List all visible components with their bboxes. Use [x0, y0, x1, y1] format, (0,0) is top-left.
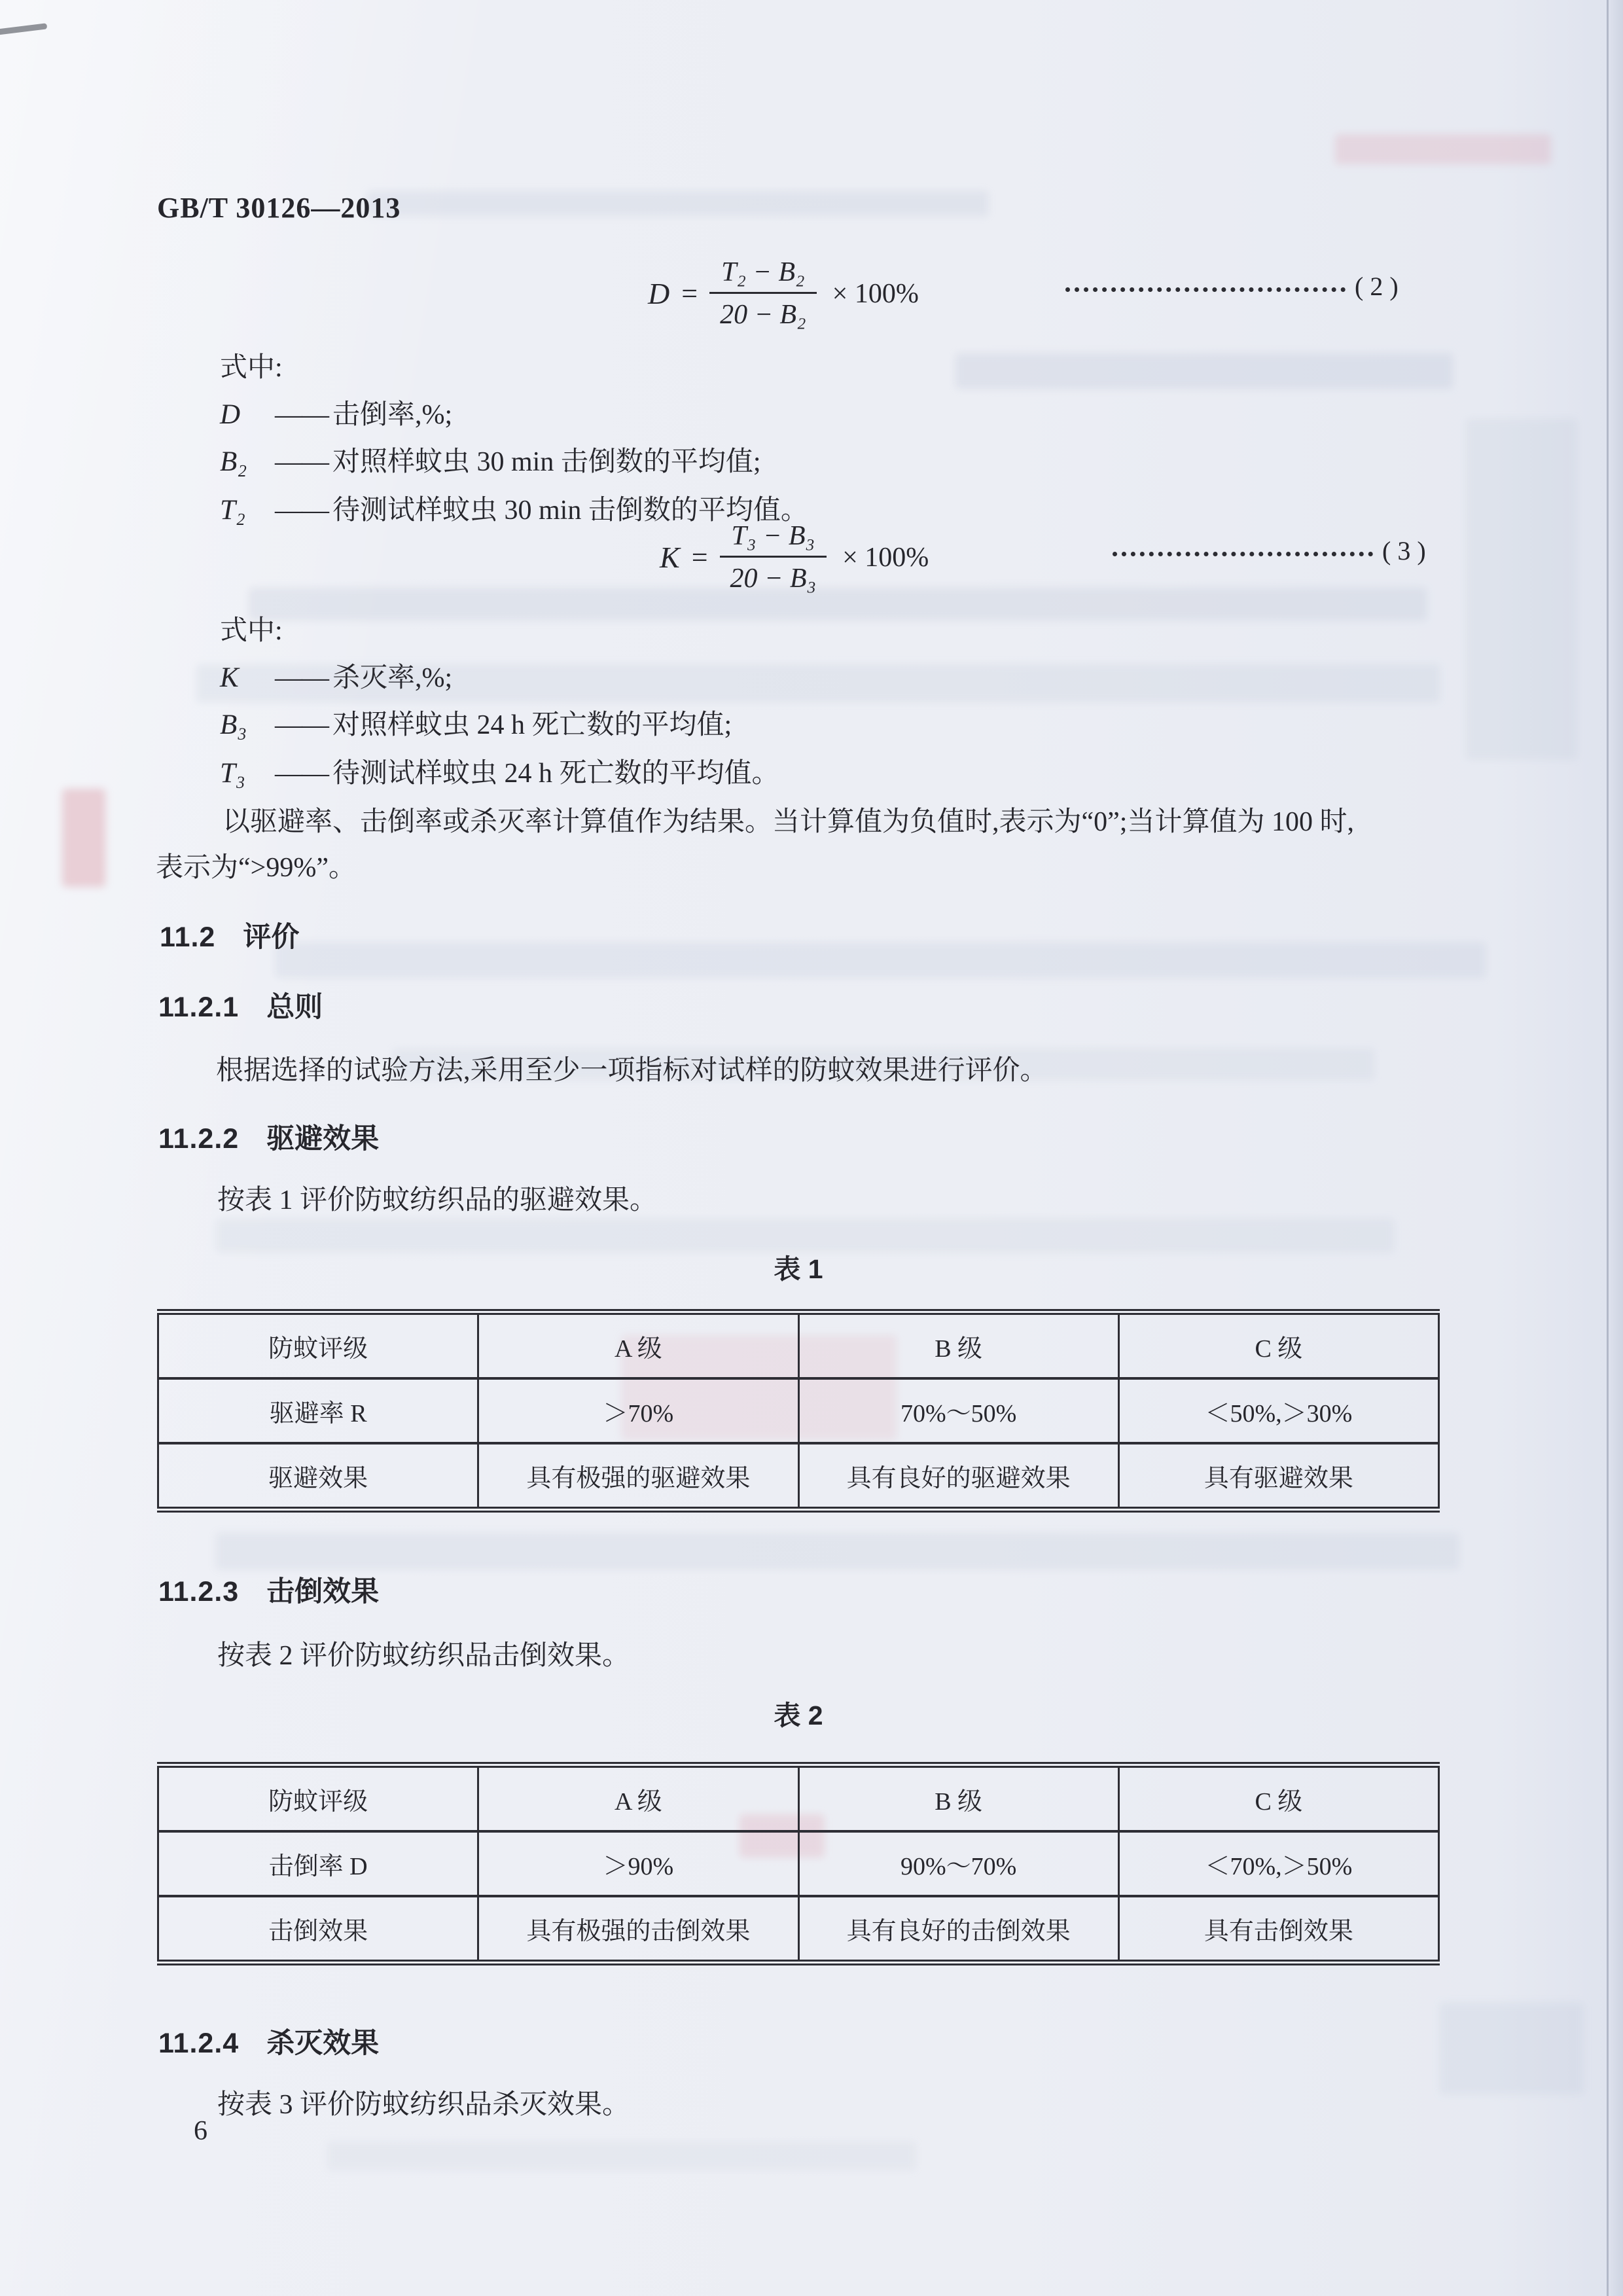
bleedthrough-artifact [1335, 134, 1551, 164]
formula-3-number: ( 3 ) [1382, 536, 1426, 565]
table-cell: 具有驱避效果 [1118, 1443, 1438, 1510]
standard-number-header: GB/T 30126—2013 [157, 192, 401, 224]
formula-3-multiplier: × 100% [842, 542, 929, 573]
bleedthrough-artifact [216, 1533, 1459, 1570]
section-body-11-2-2: 按表 1 评价防蚊纺织品的驱避效果。 [217, 1185, 658, 1215]
table-cell: 击倒效果 [268, 1918, 368, 1945]
section-number: 11.2.1 [158, 992, 240, 1023]
where-description: 待测试样蚊虫 30 min 击倒数的平均值。 [332, 495, 808, 526]
section-heading-11-2 [160, 915, 299, 955]
table-cell: 具有击倒效果 [1118, 1896, 1438, 1963]
bleedthrough-artifact [955, 353, 1453, 389]
result-note-line-2: 表示为“>99%”。 [156, 853, 356, 883]
formula-2-equals: = [681, 278, 698, 310]
where-symbol: B₂ [220, 446, 247, 477]
where-item [220, 703, 732, 742]
where-dash: —— [275, 759, 329, 789]
table-cell: C 级 [1118, 1312, 1438, 1379]
formula-2-number: ( 2 ) [1355, 272, 1399, 301]
bleedthrough-artifact [1466, 419, 1577, 759]
table-1 [157, 1309, 1440, 1513]
where-description: 击倒率,%; [332, 400, 453, 430]
table-cell: ＞90% [478, 1831, 798, 1896]
table-cell: ＜50%,＞30% [1118, 1378, 1438, 1443]
bleedthrough-artifact [62, 789, 105, 887]
formula-2-lhs: D [648, 277, 670, 311]
table-cell: 70%～50% [798, 1378, 1118, 1443]
section-body-11-2-4: 按表 3 评价防蚊纺织品杀灭效果。 [217, 2090, 630, 2120]
where-description: 对照样蚊虫 24 h 死亡数的平均值; [332, 710, 732, 740]
section-heading-11-2-4 [158, 2021, 379, 2061]
bleedthrough-artifact [366, 191, 988, 216]
table-row [158, 1443, 1439, 1510]
table-cell: 驱避率 R [158, 1378, 478, 1443]
table-cell: 90%～70% [798, 1831, 1118, 1896]
section-body-11-2-3: 按表 2 评价防蚊纺织品击倒效果。 [217, 1641, 630, 1671]
section-heading-11-2-1 [158, 985, 323, 1025]
table-row [158, 1378, 1439, 1443]
formula-3-lhs: K [660, 541, 680, 575]
table-cell: ＞70% [478, 1378, 798, 1443]
formula-3-denominator: 20 − B₃ [720, 556, 827, 594]
table-2-caption: 表 2 [774, 1700, 823, 1731]
where-dash: —— [275, 400, 329, 430]
result-note-line-1: 以驱避率、击倒率或杀灭率计算值作为结果。当计算值为负值时,表示为“0”;当计算值为 100 时, [223, 807, 1354, 837]
where-item [220, 393, 452, 432]
formula-2-fraction [709, 257, 817, 331]
dotted-leader [1113, 552, 1373, 556]
where-dash: —— [275, 710, 329, 740]
table-cell: 防蚊评级 [158, 1312, 478, 1379]
bleedthrough-artifact [1440, 2003, 1584, 2094]
table-2 [157, 1762, 1440, 1965]
where-symbol: B₃ [220, 709, 247, 740]
section-number: 11.2.3 [158, 1576, 240, 1607]
section-number: 11.2.2 [158, 1123, 240, 1155]
formula-3 [660, 520, 929, 595]
section-number: 11.2 [160, 922, 216, 953]
where-lead-1: 式中: [220, 353, 283, 383]
scan-corner-mark [0, 23, 47, 35]
formula-3-equals: = [691, 541, 708, 574]
page-edge-line [1607, 0, 1609, 2296]
formula-2-numerator: T₂ − B₂ [721, 257, 805, 287]
table-cell: B 级 [798, 1312, 1118, 1379]
table-cell: C 级 [1118, 1765, 1438, 1832]
table-cell: B 级 [798, 1765, 1118, 1832]
formula-3-fraction [720, 520, 827, 595]
bleedthrough-artifact [275, 942, 1486, 978]
table-cell: ＜70%,＞50% [1118, 1831, 1438, 1896]
where-description: 对照样蚊虫 30 min 击倒数的平均值; [332, 447, 761, 477]
bleedthrough-artifact [327, 2142, 916, 2170]
section-title: 评价 [243, 922, 300, 953]
section-body-11-2-1: 根据选择的试验方法,采用至少一项指标对试样的防蚊效果进行评价。 [216, 1056, 1048, 1086]
where-dash: —— [275, 447, 329, 477]
table-cell: 具有极强的击倒效果 [478, 1896, 798, 1963]
where-description: 待测试样蚊虫 24 h 死亡数的平均值。 [332, 759, 779, 789]
where-item [220, 751, 779, 791]
where-symbol: K [220, 662, 239, 693]
table-cell: 防蚊评级 [158, 1765, 478, 1832]
formula-2-denominator: 20 − B₂ [709, 292, 817, 331]
table-cell: 具有良好的击倒效果 [798, 1896, 1118, 1963]
page-number: 6 [194, 2116, 207, 2146]
section-number: 11.2.4 [158, 2028, 240, 2059]
where-symbol: T₃ [220, 758, 245, 789]
table-cell: 具有良好的驱避效果 [798, 1443, 1118, 1510]
section-title: 驱避效果 [266, 1123, 380, 1155]
table-cell: A 级 [478, 1312, 798, 1379]
where-item [220, 440, 761, 479]
where-dash: —— [275, 663, 329, 693]
section-title: 杀灭效果 [266, 2028, 380, 2059]
section-heading-11-2-3 [158, 1570, 379, 1609]
where-dash: —— [275, 495, 329, 526]
table-row [158, 1896, 1439, 1963]
formula-3-leader-row [1113, 538, 1426, 565]
table-row [158, 1831, 1439, 1896]
table-row [158, 1765, 1439, 1832]
where-symbol: D [220, 399, 241, 430]
formula-2-leader-row [1065, 274, 1399, 301]
table-cell: 驱避效果 [268, 1465, 368, 1492]
table-cell: A 级 [478, 1765, 798, 1832]
formula-3-numerator: T₃ − B₃ [731, 521, 815, 551]
where-lead-2: 式中: [220, 616, 283, 646]
where-description: 杀灭率,%; [332, 663, 453, 693]
table-cell: 击倒率 D [158, 1831, 478, 1896]
where-item [220, 656, 452, 695]
table-row [158, 1312, 1439, 1379]
table-cell: 具有极强的驱避效果 [478, 1443, 798, 1510]
where-symbol: T₂ [220, 495, 245, 526]
formula-2-multiplier: × 100% [832, 278, 919, 309]
section-title: 总则 [266, 992, 323, 1023]
section-title: 击倒效果 [266, 1576, 380, 1607]
formula-2 [648, 257, 919, 331]
section-heading-11-2-2 [158, 1117, 379, 1157]
table-1-caption: 表 1 [774, 1254, 823, 1284]
dotted-leader [1065, 287, 1346, 292]
